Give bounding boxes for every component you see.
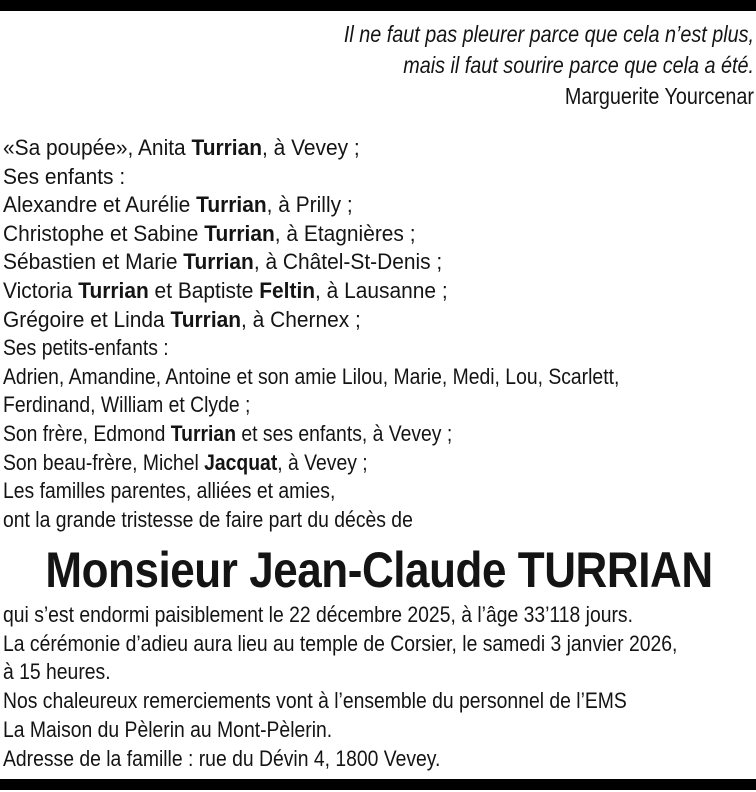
text-segment: Nos chaleureux remerciements vont à l’ensemble du personnel de l’EMS — [3, 688, 627, 714]
text-segment: , à Lausanne ; — [315, 277, 448, 303]
epigraph-attribution: Marguerite Yourcenar — [564, 83, 754, 109]
text-segment: Les familles parentes, alliées et amies, — [3, 478, 336, 504]
text-segment: Ses enfants : — [3, 163, 126, 189]
surname-bold: Feltin — [259, 277, 316, 303]
text-line — [3, 716, 677, 745]
text-line — [3, 220, 669, 249]
text-segment: et Baptiste — [148, 277, 260, 303]
text-line — [3, 506, 619, 535]
bottom-border-rule — [0, 779, 756, 790]
epigraph-lines — [0, 19, 754, 81]
text-segment: , à Prilly ; — [266, 192, 353, 218]
surname-bold: Turrian — [191, 135, 263, 160]
surname-bold: Turrian — [170, 420, 237, 446]
text-line — [3, 477, 619, 506]
surname-bold: Turrian — [204, 220, 275, 246]
text-line — [3, 391, 619, 420]
text-segment: Son frère, Edmond — [3, 420, 171, 446]
text-segment: , à Châtel-St-Denis ; — [253, 249, 443, 275]
text-line — [3, 449, 619, 478]
text-line — [3, 601, 677, 630]
text-segment: qui s’est endormi paisiblement le 22 décembre 2025, à l’âge 33’118 jours. — [3, 602, 633, 627]
text-segment: Ferdinand, William et Clyde ; — [3, 392, 251, 418]
text-line — [3, 334, 619, 363]
text-segment: Adresse de la famille : rue du Dévin 4, 1800 Vevey. — [3, 745, 441, 771]
text-segment: , à Chernex ; — [241, 306, 361, 332]
text-segment: Victoria — [3, 277, 79, 303]
text-line — [3, 745, 677, 774]
surname-bold: Jacquat — [204, 449, 278, 475]
text-segment: et ses enfants, à Vevey ; — [236, 420, 453, 446]
text-segment: Christophe et Sabine — [3, 220, 205, 246]
text-segment: «Sa poupée», Anita — [3, 135, 192, 160]
text-segment: Adrien, Amandine, Antoine et son amie Lilou, Marie, Medi, Lou, Scarlett, — [3, 363, 620, 389]
text-line — [3, 163, 669, 192]
surname-bold: Turrian — [183, 249, 254, 275]
text-segment: ont la grande tristesse de faire part du décès de — [3, 506, 413, 532]
top-border-rule — [0, 0, 756, 11]
text-line — [106, 19, 754, 50]
text-segment: , à Etagnières ; — [274, 220, 416, 246]
surname-bold: Turrian — [78, 277, 149, 303]
epigraph-quote — [0, 19, 754, 112]
text-segment: Ses petits-enfants : — [3, 335, 169, 361]
text-segment: La cérémonie d’adieu aura lieu au temple de Corsier, le samedi 3 janvier 2026, — [3, 630, 678, 656]
text-line — [3, 191, 669, 220]
text-segment: Sébastien et Marie — [3, 249, 184, 275]
family-list — [3, 134, 720, 534]
text-segment: , à Vevey ; — [262, 135, 360, 160]
text-segment: Il ne faut pas pleurer parce que cela n’est plus, — [343, 21, 754, 47]
text-line — [3, 277, 669, 306]
ceremony-details — [3, 601, 756, 773]
text-segment: La Maison du Pèlerin au Mont-Pèlerin. — [3, 716, 333, 742]
text-line — [3, 630, 677, 659]
text-line — [106, 50, 754, 81]
text-segment: mais il faut sourire parce que cela a été. — [403, 52, 754, 78]
text-segment: , à Vevey ; — [277, 449, 368, 475]
text-segment: Alexandre et Aurélie — [3, 192, 197, 218]
surname-bold: Turrian — [196, 192, 267, 218]
text-line — [3, 687, 677, 716]
text-segment: Son beau-frère, Michel — [3, 449, 205, 475]
text-line — [3, 306, 669, 335]
deceased-name-title: Monsieur Jean-Claude TURRIAN — [45, 542, 713, 598]
surname-bold: Turrian — [170, 306, 242, 332]
text-segment: à 15 heures. — [3, 659, 111, 685]
text-line — [3, 248, 669, 277]
text-segment: Grégoire et Linda — [3, 306, 171, 332]
text-line — [3, 420, 619, 449]
text-line — [3, 363, 619, 392]
text-line — [3, 658, 677, 687]
text-line — [3, 134, 669, 163]
